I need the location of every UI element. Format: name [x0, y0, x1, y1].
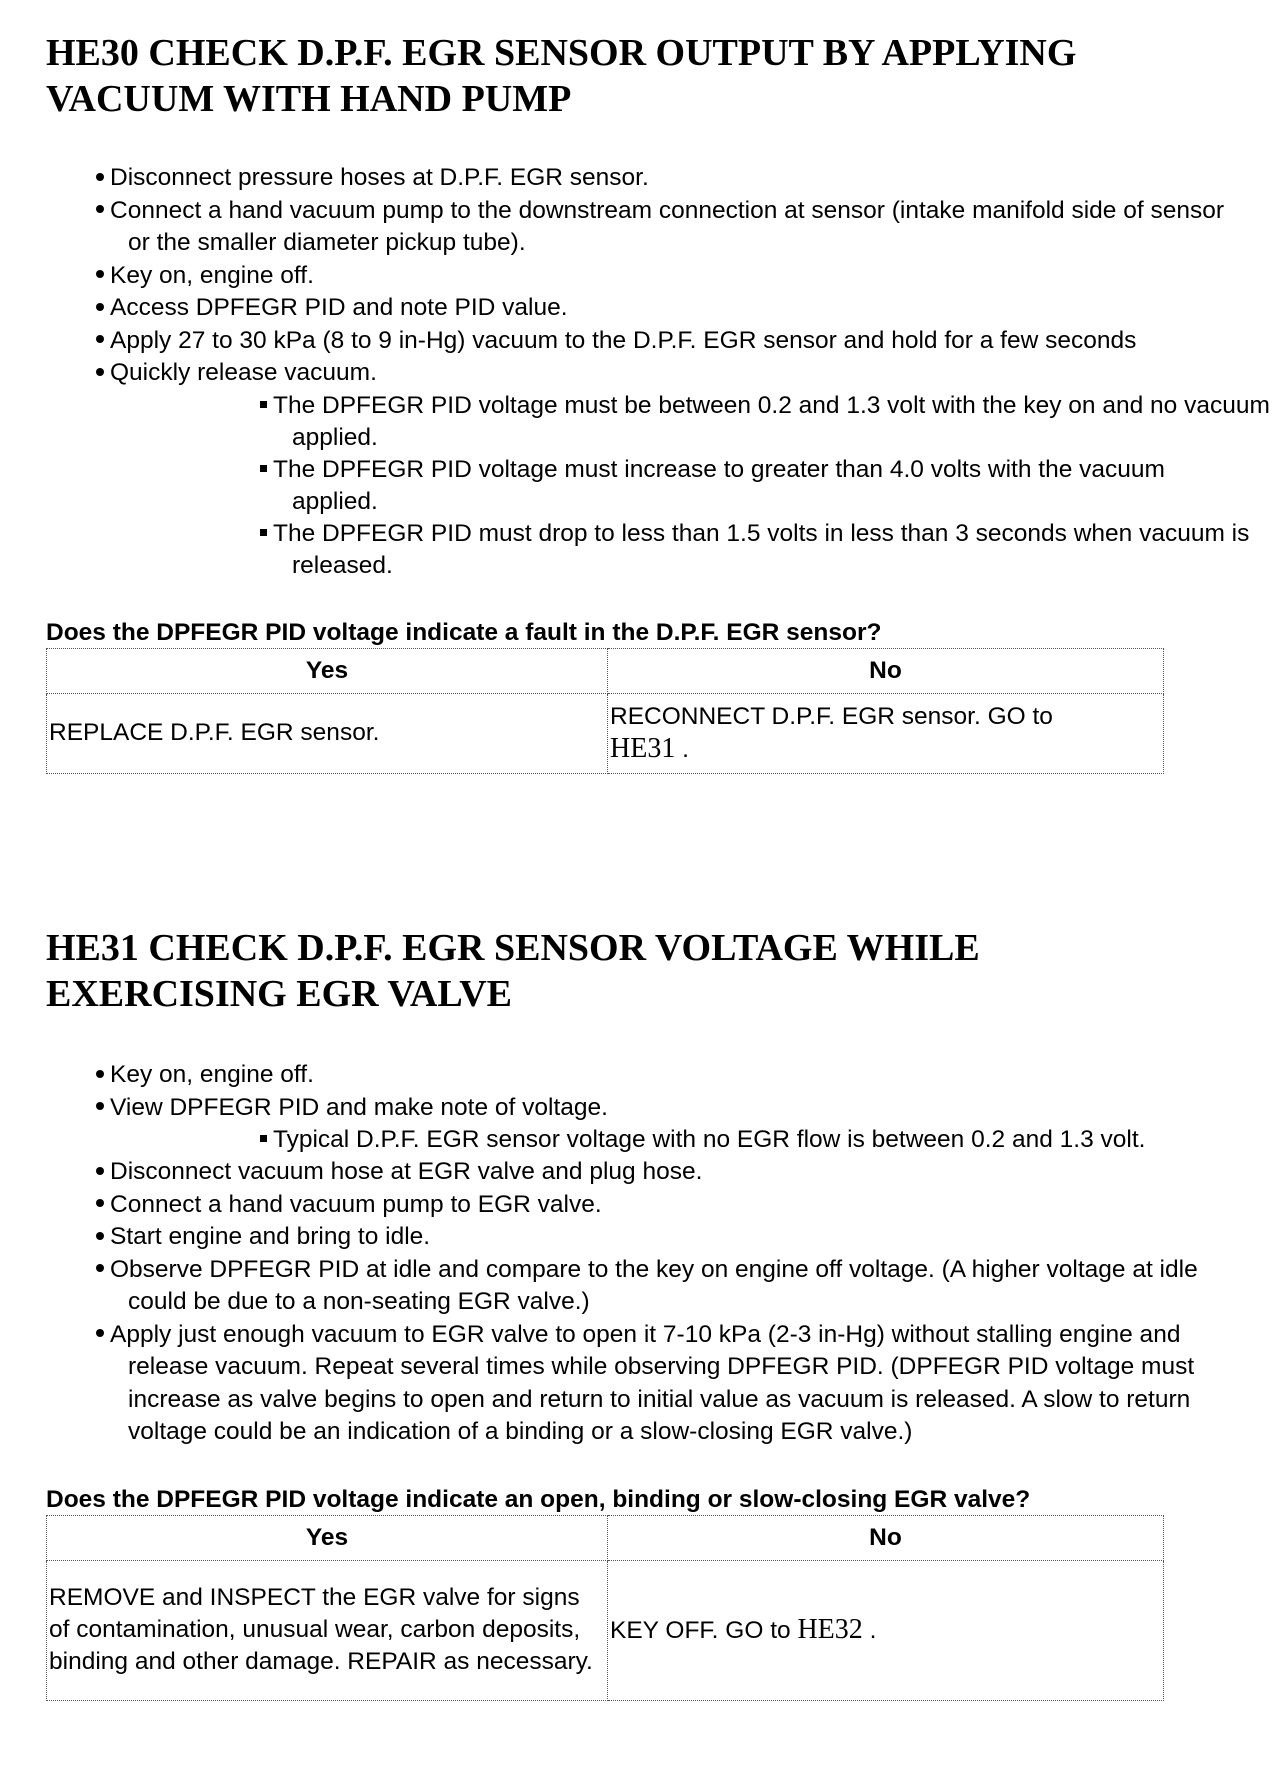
- square-bullet-icon: [260, 529, 267, 536]
- bullet-icon: [96, 1232, 104, 1240]
- step-text: Connect a hand vacuum pump to EGR valve.: [110, 1190, 602, 1218]
- section-he31: [46, 925, 1240, 1701]
- square-bullet-icon: [260, 401, 267, 408]
- no-header: No: [608, 648, 1164, 693]
- substep-text: The DPFEGR PID voltage must increase to greater than 4.0 volts with the vacuum applied.: [273, 455, 1165, 515]
- step-item: [110, 1254, 1208, 1319]
- step-item: [110, 162, 1248, 195]
- bullet-icon: [96, 1167, 104, 1175]
- bullet-icon: [96, 1199, 104, 1207]
- yes-header: Yes: [47, 1515, 608, 1560]
- step-item: [110, 260, 1238, 293]
- square-bullet-icon: [260, 1135, 267, 1142]
- step-text: Disconnect pressure hoses at D.P.F. EGR sensor.: [110, 164, 649, 191]
- bullet-icon: [96, 270, 104, 278]
- goto-link-he31[interactable]: HE31: [610, 732, 676, 764]
- question-text: Does the DPFEGR PID voltage indicate a fault in the D.P.F. EGR sensor?: [46, 618, 882, 646]
- step-item: [110, 325, 1208, 358]
- goto-link-he32[interactable]: HE32: [797, 1613, 863, 1645]
- no-cell-tail: .: [675, 735, 689, 763]
- table-header-row: [47, 648, 1164, 693]
- step-text: Access DPFEGR PID and note PID value.: [110, 294, 568, 321]
- bullet-icon: [96, 1070, 104, 1078]
- yes-cell: REMOVE and INSPECT the EGR valve for signs of contamination, unusual wear, carbon deposits, binding and other damage. REPAIR as necessary.: [47, 1560, 608, 1700]
- bullet-icon: [96, 1102, 104, 1110]
- no-cell: [608, 1560, 1164, 1700]
- step-text: Quickly release vacuum.: [110, 359, 377, 386]
- step-item: [110, 1156, 1238, 1189]
- step-item: [110, 1221, 1238, 1254]
- bullet-icon: [96, 303, 104, 311]
- yes-cell: REPLACE D.P.F. EGR sensor.: [47, 693, 608, 773]
- bullet-icon: [96, 205, 104, 213]
- step-text: Apply 27 to 30 kPa (8 to 9 in-Hg) vacuum to the D.P.F. EGR sensor and hold for a few seconds: [110, 326, 1137, 354]
- substep-list: [46, 390, 1270, 582]
- table-row: [47, 693, 1164, 773]
- step-item: [110, 1189, 1238, 1222]
- step-list: [46, 162, 1240, 390]
- step-item: [110, 357, 1238, 390]
- step-text: Observe DPFEGR PID at idle and compare to the key on engine off voltage. (A higher voltage at idle could be due to a non-seating EGR valve.): [110, 1255, 1198, 1315]
- yes-no-table: [46, 648, 1164, 774]
- bullet-icon: [96, 335, 104, 343]
- no-cell-text: RECONNECT D.P.F. EGR sensor. GO to: [610, 702, 1053, 730]
- no-header: No: [608, 1515, 1164, 1560]
- section-title: HE31 CHECK D.P.F. EGR SENSOR VOLTAGE WHILE EXERCISING EGR VALVE: [46, 927, 980, 1015]
- bullet-icon: [96, 1264, 104, 1272]
- substep-item: [260, 1124, 1280, 1156]
- table-row: [47, 1560, 1164, 1700]
- substep-list: [46, 1124, 1240, 1156]
- step-item: [110, 195, 1238, 260]
- bullet-icon: [96, 173, 104, 181]
- question-text: Does the DPFEGR PID voltage indicate an open, binding or slow-closing EGR valve?: [46, 1485, 1031, 1513]
- step-text: Start engine and bring to idle.: [110, 1223, 431, 1250]
- step-item: [110, 1319, 1228, 1449]
- section-he30: [46, 30, 1270, 774]
- step-list: [46, 1156, 1240, 1449]
- bullet-icon: [96, 368, 104, 376]
- substep-text: The DPFEGR PID must drop to less than 1.5 volts in less than 3 seconds when vacuum is released.: [273, 519, 1250, 579]
- yes-no-table: [46, 1515, 1164, 1701]
- step-item: [110, 292, 1238, 325]
- step-text: Disconnect vacuum hose at EGR valve and plug hose.: [110, 1158, 703, 1185]
- step-text: View DPFEGR PID and make note of voltage.: [110, 1093, 608, 1121]
- no-cell: [608, 693, 1164, 773]
- substep-text: The DPFEGR PID voltage must be between 0.2 and 1.3 volt with the key on and no vacuum applied.: [273, 391, 1270, 451]
- step-text: Connect a hand vacuum pump to the downstream connection at sensor (intake manifold side of sensor or the smaller diameter pickup tube).: [110, 196, 1225, 256]
- substep-text: Typical D.P.F. EGR sensor voltage with no EGR flow is between 0.2 and 1.3 volt.: [273, 1126, 1146, 1153]
- substep-item: [260, 390, 1280, 454]
- yes-header: Yes: [47, 648, 608, 693]
- square-bullet-icon: [260, 465, 267, 472]
- step-item: [110, 1092, 1238, 1125]
- section-title: HE30 CHECK D.P.F. EGR SENSOR OUTPUT BY APPLYING VACUUM WITH HAND PUMP: [46, 32, 1077, 120]
- step-item: [110, 1059, 1238, 1092]
- substep-item: [260, 518, 1280, 582]
- no-cell-tail: .: [862, 1616, 877, 1644]
- step-text: Apply just enough vacuum to EGR valve to open it 7-10 kPa (2-3 in-Hg) without stalling engine and release vacuum. Repeat several times while observing DPFEGR PID. (DPFEGR PID voltage must increase as valve begins to open and return to initial value as vacuum is released. A slow to return voltage could be an indication of a binding or a slow-closing EGR valve.): [110, 1320, 1195, 1445]
- step-text: Key on, engine off.: [110, 261, 314, 289]
- step-text: Key on, engine off.: [110, 1061, 314, 1088]
- step-list: [46, 1059, 1240, 1124]
- no-cell-text: KEY OFF. GO to: [610, 1616, 791, 1644]
- substep-item: [260, 454, 1232, 518]
- bullet-icon: [96, 1329, 104, 1337]
- table-header-row: [47, 1515, 1164, 1560]
